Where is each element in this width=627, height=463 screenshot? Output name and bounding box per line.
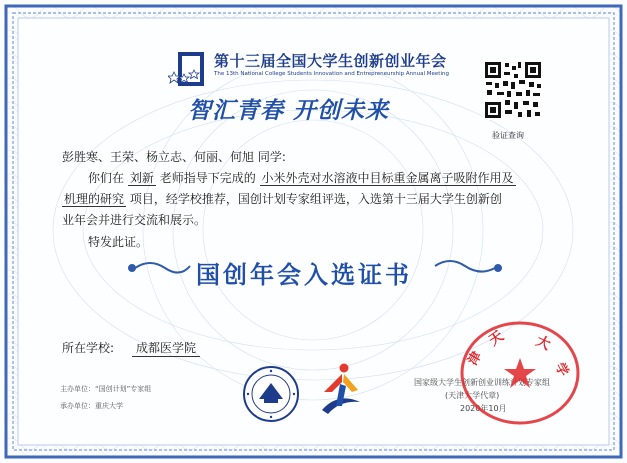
svg-text:学: 学	[551, 360, 572, 380]
meeting-title: 第十三届全国大学生创新创业年会	[214, 52, 447, 70]
issuer-subtitle: (天津大学代章)	[445, 391, 500, 400]
school-name: 成都医学院	[132, 339, 200, 357]
svg-text:津: 津	[465, 349, 485, 368]
issuer-name: 国家级大学生创新创业训练计划专家组	[414, 378, 550, 387]
body-line-2	[62, 189, 582, 210]
svg-text:天: 天	[486, 328, 507, 350]
slogan: 智汇青春 开创未来	[188, 98, 390, 124]
meeting-emblem-icon	[318, 362, 364, 416]
advisor-name: 刘新	[129, 171, 154, 185]
organizer-line	[60, 401, 123, 411]
recipients: 彭胜寒、王荣、杨立志、何丽、何旭 同学:	[62, 150, 286, 164]
body-line-1	[88, 168, 578, 189]
host-label: 主办单位：	[60, 385, 95, 393]
meeting-subtitle: The 13th National College Students Innovation and Entrepreneurship Annual Meeting	[214, 71, 449, 77]
qr-verify-label: 验证查询	[492, 131, 524, 140]
university-emblem-icon	[242, 365, 300, 423]
host-value: “国创计划”专家组	[95, 385, 152, 393]
qr-code-icon[interactable]	[483, 60, 543, 120]
project-title-part-1: 小米外壳对水溶液中目标重金属离子吸附作用及	[261, 171, 514, 185]
issue-date: 2020年10月	[460, 404, 507, 413]
body-prefix: 你们在	[88, 171, 125, 185]
organizer-label: 承办单位：	[60, 402, 95, 410]
organizer-value: 重庆大学	[95, 402, 123, 410]
host-line	[60, 384, 151, 394]
certificate-title: 国创年会入选证书	[196, 261, 412, 289]
official-seal-icon	[455, 318, 585, 428]
school-label: 所在学校:	[62, 341, 115, 355]
body-mid: 老师指导下完成的	[159, 171, 256, 185]
body-rest: 项目，经学校推荐，国创计划专家组评选，入选第十三届大学生创新创	[129, 192, 502, 206]
body-line-3: 业年会并进行交流和展示。	[62, 213, 207, 227]
svg-text:大: 大	[533, 333, 553, 354]
closing-text: 特发此证。	[88, 235, 149, 249]
annual-meeting-logo	[168, 48, 212, 90]
project-title-part-2: 机理的研究	[64, 192, 125, 206]
